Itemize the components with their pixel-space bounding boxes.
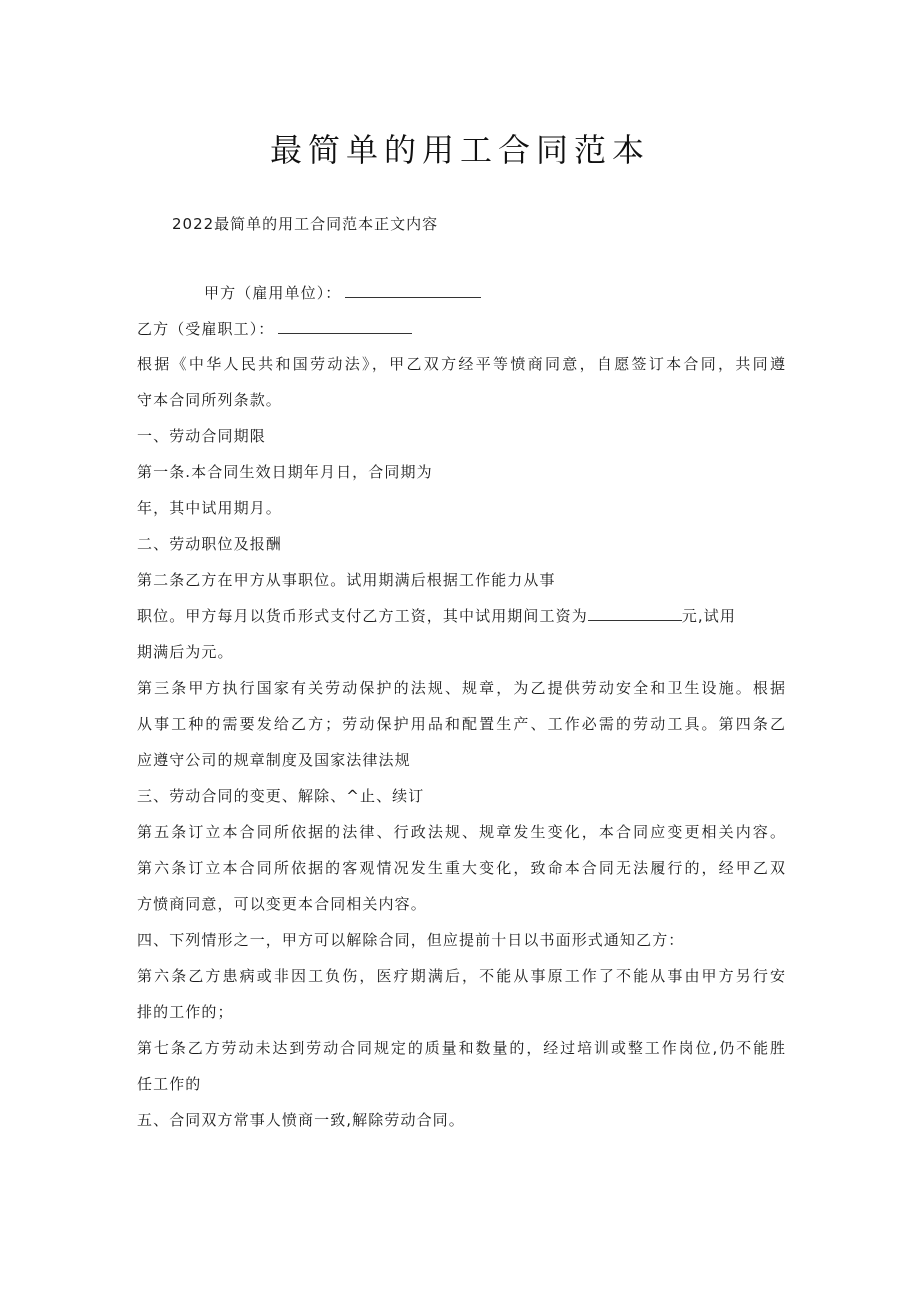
party-a-label: 甲方（雇用单位）： [204,284,342,302]
intro-line-1: 根据《中华人民共和国劳动法》，甲乙双方经平等愤商同意，自愿签订本合同，共同遵 [137,355,785,373]
party-a-blank [345,282,481,298]
article-2-line-2-part-2: 元,试用 [681,607,736,625]
article-5-line-1: 第五条订立本合同所依据的法律、行政法规、规章发生变化，本合同应变更相关内容。 [137,823,785,841]
party-b-line [137,318,412,340]
section-1-heading: 一、劳动合同期限 [137,427,266,445]
article-3-line-1: 第三条甲方执行国家有关劳动保护的法规、规章，为乙提供劳动安全和卫生设施。根据 [137,679,785,697]
section-3-heading: 三、劳动合同的变更、解除、^止、续订 [137,787,425,805]
article-3-line-3: 应遵守公司的规章制度及国家法律法规 [137,751,411,769]
article-2-line-2 [137,605,736,627]
party-a-line [204,282,481,304]
article-6-line-1: 第六条订立本合同所依据的客观情况发生重大变化，致命本合同无法履行的，经甲乙双 [137,859,785,877]
article-2-line-2-part-1: 职位。甲方每月以货币形式支付乙方工资，其中试用期间工资为 [137,607,588,625]
trial-wage-blank [588,605,682,621]
party-b-blank [278,318,412,334]
article-6b-line-1: 第六条乙方患病或非因工负伤，医疗期满后，不能从事原工作了不能从事由甲方另行安 [137,967,785,985]
section-4-heading: 四、下列情形之一，甲方可以解除合同，但应提前十日以书面形式通知乙方： [137,931,685,949]
intro-line-2: 守本合同所列条款。 [137,391,282,409]
article-2-line-1: 第二条乙方在甲方从事职位。试用期满后根据工作能力从事 [137,571,556,589]
document-subtitle: 2022最简单的用工合同范本正文内容 [172,215,439,233]
section-5-heading: 五、合同双方常事人愤商一致,解除劳动合同。 [137,1111,465,1129]
article-3-line-2: 从事工种的需要发给乙方；劳动保护用品和配置生产、工作必需的劳动工具。第四条乙 [137,715,785,733]
section-2-heading: 二、劳动职位及报酬 [137,535,282,553]
article-6b-line-2: 排的工作的； [137,1003,234,1021]
article-1-line-1: 第一条.本合同生效日期年月日，合同期为 [137,463,433,481]
article-7-line-1: 第七条乙方劳动未达到劳动合同规定的质量和数量的，经过培训或整工作岗位,仍不能胜 [137,1039,785,1057]
article-2-line-3: 期满后为元。 [137,643,234,661]
article-6-line-2: 方愤商同意，可以变更本合同相关内容。 [137,895,427,913]
article-7-line-2: 任工作的 [137,1075,202,1093]
article-1-line-2: 年，其中试用期月。 [137,499,282,517]
document-title: 最简单的用工合同范本 [269,131,650,169]
party-b-label: 乙方（受雇职工）： [137,320,275,338]
